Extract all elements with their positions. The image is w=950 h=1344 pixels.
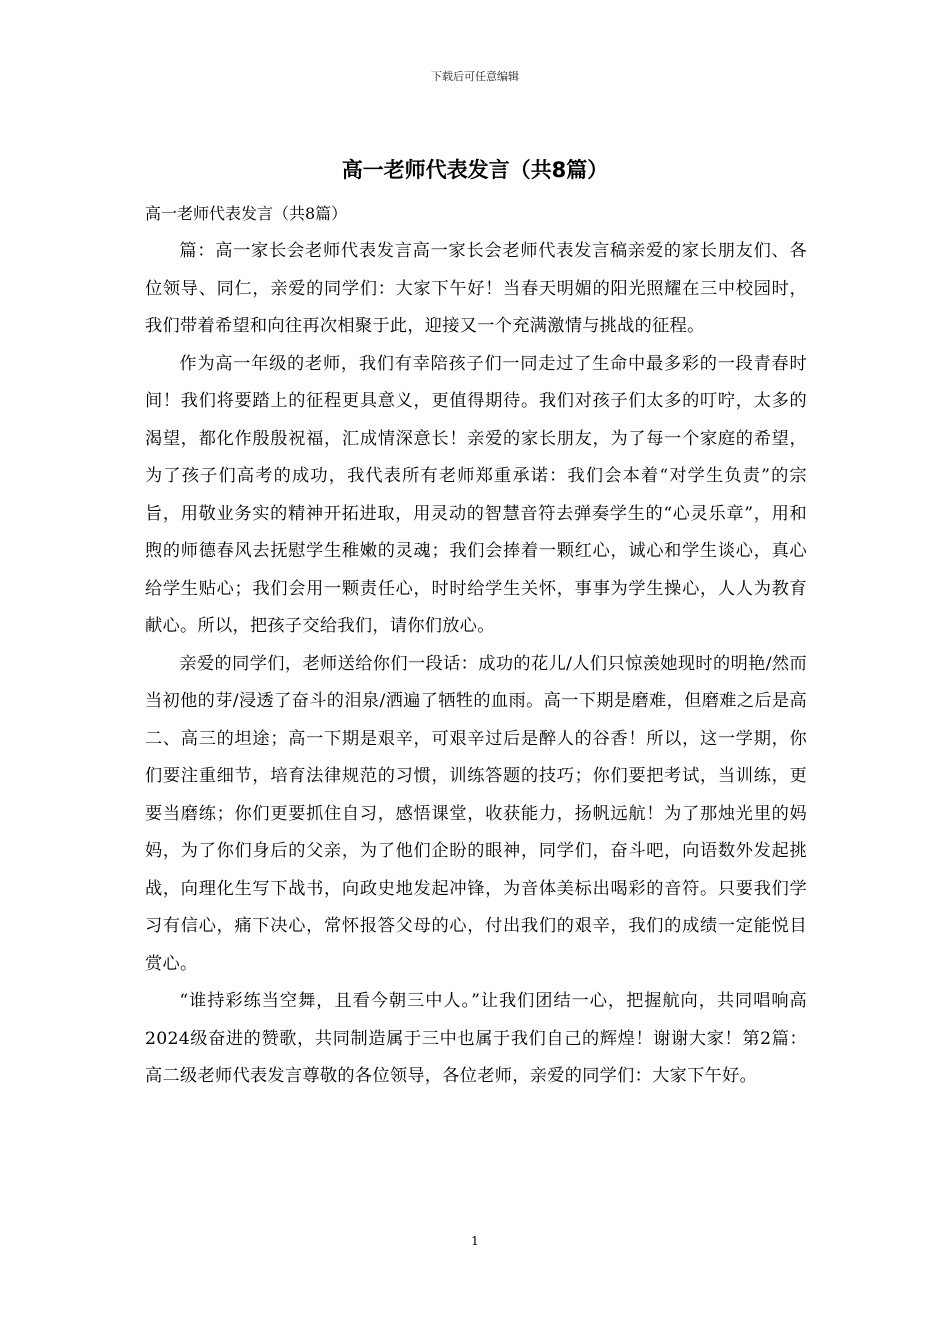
paragraph-2: 作为高一年级的老师，我们有幸陪孩子们一同走过了生命中最多彩的一段青春时间！我们将要踏上的征程更具意义，更值得期待。我们对孩子们太多的叮咛，太多的渴望，都化作殷殷祝福，汇成情深意长！亲爱的家长朋友，为了每一个家庭的希望，为了孩子们高考的成功，我代表所有老师郑重承诺：我们会本着“对学生负责”的宗旨，用敬业务实的精神开拓进取，用灵动的智慧音符去弹奏学生的“心灵乐章”，用和煦的师德春风去抚慰学生稚嫩的灵魂；我们会捧着一颗红心，诚心和学生谈心，真心给学生贴心；我们会用一颗责任心，时时给学生关怀，事事为学生操心，人人为教育献心。所以，把孩子交给我们，请你们放心。 [145,353,807,636]
paragraph-3: 亲爱的同学们，老师送给你们一段话：成功的花儿/人们只惊羡她现时的明艳/然而当初他的芽/浸透了奋斗的泪泉/洒遍了牺牲的血雨。高一下期是磨难，但磨难之后是高二、高三的坦途；高一下期是艰辛，可艰辛过后是醉人的谷香！所以，这一学期，你们要注重细节，培育法律规范的习惯，训练答题的技巧；你们要把考试，当训练，更要当磨练；你们更要抓住自习，感悟课堂，收获能力，扬帆远航！为了那烛光里的妈妈，为了你们身后的父亲，为了他们企盼的眼神，同学们，奋斗吧，向语数外发起挑战，向理化生写下战书，向政史地发起冲锋，为音体美标出喝彩的音符。只要我们学习有信心，痛下决心，常怀报答父母的心，付出我们的艰辛，我们的成绩一定能悦目赏心。 [145,653,807,974]
paragraph-4: “谁持彩练当空舞，且看今朝三中人。”让我们团结一心，把握航向，共同唱响高2024级奋进的赞歌，共同制造属于三中也属于我们自己的辉煌！谢谢大家！第2篇：高二级老师代表发言尊敬的各位领导，各位老师，亲爱的同学们：大家下午好。 [145,991,807,1086]
document-body [145,233,807,1096]
document-title: 高一老师代表发言（共8篇） [341,158,609,182]
header-note: 下载后可任意编辑 [431,70,519,83]
page-number: 1 [471,1234,479,1248]
paragraph-1: 篇：高一家长会老师代表发言高一家长会老师代表发言稿亲爱的家长朋友们、各位领导、同仁，亲爱的同学们：大家下午好！当春天明媚的阳光照耀在三中校园时，我们带着希望和向往再次相聚于此，迎接又一个充满激情与挑战的征程。 [145,241,807,336]
document-subtitle: 高一老师代表发言（共8篇） [145,204,348,223]
